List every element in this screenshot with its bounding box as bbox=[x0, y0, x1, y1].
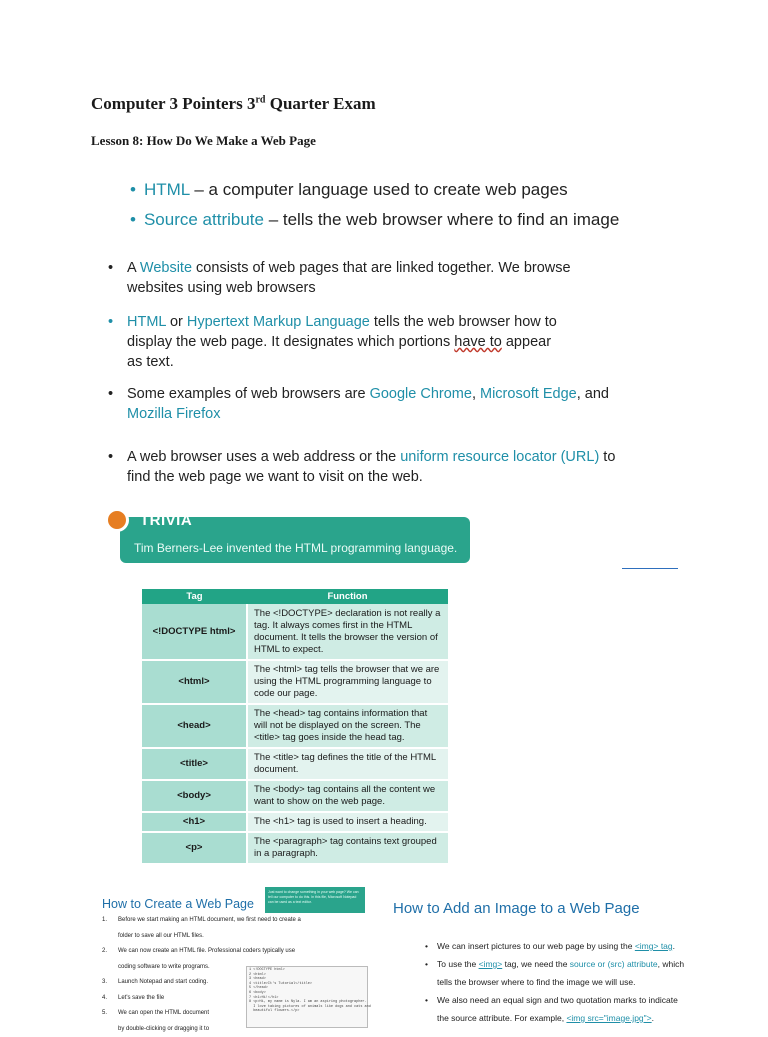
code-sample: 1 <!DOCTYPE html> 2 <html> 3 <head> 4 <title>It's Tutorial</title> 5 </head> 6 <body> 7 <h1>Hi!</h1> 8 <p>Hi, my name is Nyla. I am an aspiring photographer. I love taking pictures of animals like dogs and cats beautiful flowers.</p> bbox=[249, 968, 365, 1014]
list-item: tells the browser where to find the image we will use. bbox=[425, 973, 745, 991]
list-item: • We also need an equal sign and two quotation marks to indicate bbox=[425, 991, 745, 1009]
definition-html: • HTML – a computer language used to create web pages bbox=[130, 180, 568, 200]
table-row: <!DOCTYPE html> The <!DOCTYPE> declaration is not really a tag. It always comes first in the HTML document. It tells the browser the version of HTML to expect. bbox=[142, 604, 448, 660]
lesson-heading: Lesson 8: How Do We Make a Web Page bbox=[91, 133, 316, 149]
bullet-html: • HTML or Hypertext Markup Language tells the web browser how to display the web page. It designates which portions have to appear as text. bbox=[108, 312, 628, 372]
page-title: Computer 3 Pointers 3rd Quarter Exam bbox=[91, 94, 376, 114]
list-item: coding software to write programs. bbox=[102, 960, 367, 976]
add-image-list bbox=[425, 937, 745, 1027]
list-item: by double-clicking or dragging it to bbox=[102, 1022, 367, 1037]
bullet-website: • A Website consists of web pages that are linked together. We browse websites using web browsers bbox=[108, 258, 628, 298]
list-item: folder to save all our HTML files. bbox=[102, 929, 367, 945]
trivia-badge-icon bbox=[105, 508, 129, 532]
list-item: the source attribute. For example, <img src="image.jpg">. bbox=[425, 1009, 745, 1027]
table-header-tag: Tag bbox=[142, 589, 247, 604]
list-item: 3. Launch Notepad and start coding. bbox=[102, 975, 367, 991]
list-item: 2. We can now create an HTML file. Professional coders typically use bbox=[102, 944, 367, 960]
table-row: <p> The <paragraph> tag contains text grouped in a paragraph. bbox=[142, 832, 448, 864]
list-item: • To use the <img> tag, we need the source or (src) attribute, which bbox=[425, 955, 745, 973]
list-item: 4. Let's save the file bbox=[102, 991, 367, 1007]
list-item: 1. Before we start making an HTML document, we first need to create a bbox=[102, 913, 367, 929]
list-item: 5. We can open the HTML document bbox=[102, 1006, 367, 1022]
create-web-page-heading: How to Create a Web Page bbox=[102, 897, 254, 911]
add-image-heading: How to Add an Image to a Web Page bbox=[393, 900, 640, 917]
list-item: • We can insert pictures to our web page by using the <img> tag. bbox=[425, 937, 745, 955]
trivia-title: TRIVIA bbox=[140, 512, 192, 529]
bullet-url: • A web browser uses a web address or the uniform resource locator (URL) to find the web page we want to visit on the web. bbox=[108, 447, 628, 487]
table-row: <body> The <body> tag contains all the content we want to show on the web page. bbox=[142, 780, 448, 812]
table-row: <h1> The <h1> tag is used to insert a heading. bbox=[142, 812, 448, 832]
bullet-browsers: • Some examples of web browsers are Google Chrome, Microsoft Edge, and Mozilla Firefox bbox=[108, 384, 628, 424]
note-text: Just want to change something in your web page? We can tell our computer to do this. In this file, Microsoft Notepad can be used as a text editor. bbox=[268, 890, 362, 905]
table-header-function: Function bbox=[247, 589, 448, 604]
table-row: <html> The <html> tag tells the browser that we are using the HTML programming language to code our page. bbox=[142, 660, 448, 704]
table-row: <title> The <title> tag defines the title of the HTML document. bbox=[142, 748, 448, 780]
tag-table bbox=[142, 589, 448, 865]
trivia-text: Tim Berners-Lee invented the HTML programming language. bbox=[134, 541, 457, 555]
table-row: <head> The <head> tag contains information that will not be displayed on the screen. The <title> tag goes inside the head tag. bbox=[142, 704, 448, 748]
divider-line bbox=[622, 568, 678, 569]
definition-source-attribute: • Source attribute – tells the web browser where to find an image bbox=[130, 210, 619, 230]
